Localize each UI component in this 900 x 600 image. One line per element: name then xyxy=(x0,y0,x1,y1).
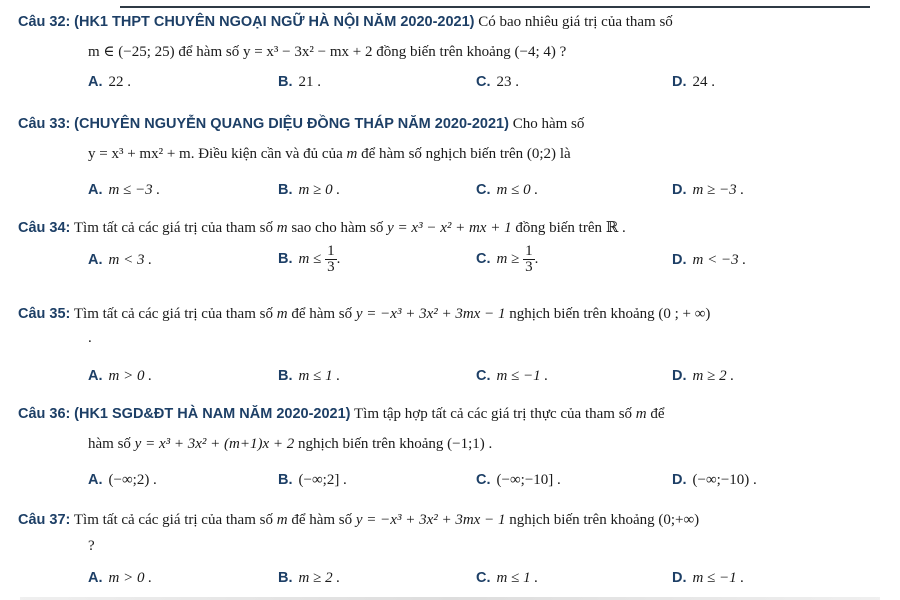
question-text: là xyxy=(559,146,571,162)
question-text: . Điều kiện cần và đủ của xyxy=(190,146,343,162)
option-b[interactable]: B. 21 . xyxy=(278,74,321,90)
question-36-line2 xyxy=(88,436,900,453)
question-label: Câu 34: xyxy=(18,220,71,236)
option-d[interactable]: D. m < −3 . xyxy=(672,252,747,268)
question-32-header xyxy=(18,14,900,31)
option-b[interactable]: B. (−∞;2] . xyxy=(278,472,347,488)
fraction: $\frac{1}{3}$ xyxy=(525,243,533,275)
option-c[interactable]: C. m ≤ −1 . xyxy=(476,368,549,384)
question-text: Tìm tất cả các giá trị của tham số xyxy=(73,220,273,236)
question-text: nghịch biến trên khoảng xyxy=(297,436,444,452)
math-var: m xyxy=(346,146,358,162)
math-expr: y = −x³ + 3x² + 3mx − 1 xyxy=(355,512,506,528)
question-32-line2 xyxy=(88,42,900,61)
question-text: Tìm tất cả các giá trị của tham số xyxy=(73,306,273,322)
question-text: Tìm tập hợp tất cả các giá trị thực của tham số xyxy=(353,406,633,422)
question-36-header xyxy=(18,406,900,423)
math-expr: (0;2) xyxy=(526,146,557,162)
question-37-header xyxy=(18,512,900,529)
option-d[interactable]: D. (−∞;−10) . xyxy=(672,472,757,488)
question-text: Có bao nhiêu giá trị của tham số xyxy=(478,14,673,30)
question-label: Câu 37: xyxy=(18,512,71,528)
option-b[interactable]: B. m ≥ 2 . xyxy=(278,570,341,586)
question-text: để hàm số xyxy=(178,44,240,60)
option-c[interactable]: C. 23 . xyxy=(476,74,519,90)
question-text: để hàm số xyxy=(291,306,353,322)
option-a[interactable]: A. 22 . xyxy=(88,74,131,90)
math-var: m xyxy=(276,220,288,236)
question-source: (CHUYÊN NGUYỄN QUANG DIỆU ĐỒNG THÁP NĂM 2020-2021) xyxy=(74,116,509,132)
option-a[interactable]: A. m > 0 . xyxy=(88,570,152,586)
option-a[interactable]: A. m < 3 . xyxy=(88,252,152,268)
math-expr: y = x³ + mx² + m xyxy=(88,146,191,162)
question-source: (HK1 THPT CHUYÊN NGOẠI NGỮ HÀ NỘI NĂM 2020-2021) xyxy=(74,14,475,30)
question-35-header xyxy=(18,306,900,323)
question-33-header xyxy=(18,116,900,133)
question-33-line2 xyxy=(88,146,900,163)
question-text: để xyxy=(650,406,665,422)
option-b[interactable]: B. m ≤ $\frac{1}{3}$ . xyxy=(278,243,341,275)
math-expr: (0 ; + ∞) xyxy=(658,306,711,322)
question-text: nghịch biến trên khoảng xyxy=(509,306,655,322)
option-c[interactable]: C. (−∞;−10] . xyxy=(476,472,561,488)
option-b[interactable]: B. m ≥ 0 . xyxy=(278,182,341,198)
trailing-dot: . xyxy=(88,330,92,346)
option-b[interactable]: B. m ≤ 1 . xyxy=(278,368,341,384)
question-text: nghịch biến trên khoảng xyxy=(509,512,655,528)
math-var: m xyxy=(276,512,288,528)
option-a[interactable]: A. (−∞;2) . xyxy=(88,472,157,488)
question-label: Câu 32: xyxy=(18,14,71,30)
option-d[interactable]: D. m ≤ −1 . xyxy=(672,570,745,586)
option-d[interactable]: D. 24 . xyxy=(672,74,715,90)
question-label: Câu 35: xyxy=(18,306,71,322)
option-d[interactable]: D. m ≥ 2 . xyxy=(672,368,735,384)
question-34-header xyxy=(18,218,900,237)
math-expr: (0;+∞) xyxy=(658,512,700,528)
option-a[interactable]: A. m ≤ −3 . xyxy=(88,182,161,198)
question-label: Câu 33: xyxy=(18,116,71,132)
math-expr: y = −x³ + 3x² + 3mx − 1 xyxy=(355,306,506,322)
math-var: m xyxy=(635,406,647,422)
option-c[interactable]: C. m ≥ $\frac{1}{3}$ . xyxy=(476,243,539,275)
fraction: $\frac{1}{3}$ xyxy=(327,243,335,275)
question-source: (HK1 SGD&ĐT HÀ NAM NĂM 2020-2021) xyxy=(74,406,351,422)
math-expr: (−4; 4) ? xyxy=(514,44,567,60)
option-c[interactable]: C. m ≤ 0 . xyxy=(476,182,539,198)
question-mark: ? xyxy=(88,538,95,554)
question-text: để hàm số nghịch biến trên xyxy=(361,146,524,162)
math-expr: y = x³ − x² + mx + 1 xyxy=(387,220,512,236)
question-text: Cho hàm số xyxy=(512,116,585,132)
option-c[interactable]: C. m ≤ 1 . xyxy=(476,570,539,586)
question-text: đồng biến trên khoảng xyxy=(376,44,511,60)
question-text: để hàm số xyxy=(291,512,353,528)
question-text: Tìm tất cả các giá trị của tham số xyxy=(73,512,273,528)
math-var: m xyxy=(276,306,288,322)
math-expr: y = x³ − 3x² − mx + 2 xyxy=(242,44,373,60)
option-d[interactable]: D. m ≥ −3 . xyxy=(672,182,745,198)
question-text: hàm số xyxy=(88,436,131,452)
question-text: sao cho hàm số xyxy=(291,220,384,236)
math-expr: m ∈ (−25; 25) xyxy=(88,44,175,60)
math-expr: (−1;1) . xyxy=(447,436,493,452)
question-text: đồng biến trên ℝ . xyxy=(515,220,626,236)
option-a[interactable]: A. m > 0 . xyxy=(88,368,152,384)
top-divider xyxy=(120,6,870,8)
math-expr: y = x³ + 3x² + (m+1)x + 2 xyxy=(134,436,295,452)
question-label: Câu 36: xyxy=(18,406,71,422)
